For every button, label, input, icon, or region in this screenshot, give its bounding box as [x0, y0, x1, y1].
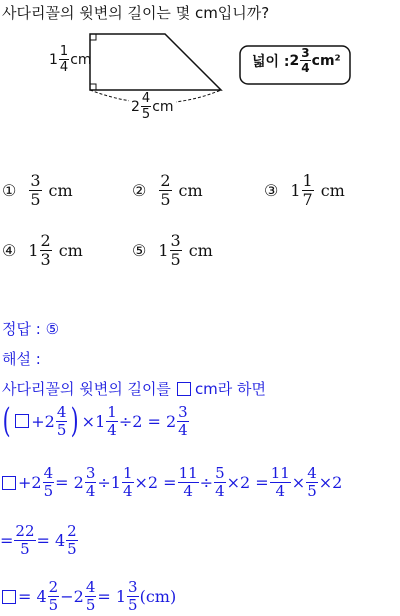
- right-angle-top: [90, 34, 96, 40]
- height-label: 1 $\frac{1}{4}$ cm: [49, 44, 92, 75]
- area-label: 넓이 : 2 $\frac{3}{4}$ cm²: [252, 46, 341, 75]
- equation-1: ( +2 $\frac{4}{5}$ ) ×1 $\frac{1}{4}$ ÷2 = 2 $\frac{3}{4}$: [2, 401, 188, 441]
- option-4[interactable]: ④ 1 $\frac{2}{3}$ cm: [2, 231, 83, 269]
- explanation-label: 해설 :: [2, 350, 41, 368]
- answer-line: 정답 : ⑤: [2, 320, 60, 338]
- equation-4: = 4 $\frac{2}{5}$ −2 $\frac{4}{5}$ = 1 $\frac{3}{5}$ (cm): [0, 580, 176, 613]
- bottom-label: 2 $\frac{4}{5}$ cm: [131, 91, 174, 122]
- trapezoid-figure: [40, 26, 380, 126]
- explanation-intro: 사다리꼴의 윗변의 길이를 cm라 하면: [2, 380, 267, 398]
- equation-3: = $\frac{22}{5}$ = 4 $\frac{2}{5}$: [0, 522, 77, 558]
- equation-2: +2 $\frac{4}{5}$ = 2 $\frac{3}{4}$ ÷1 $\frac{1}{4}$ ×2 = $\frac{11}{4}$ ÷ $\frac{5}{4}$ ×2 = $\frac{11}{4}$ × $\frac{4}{5}$ ×2: [0, 466, 342, 499]
- option-1[interactable]: ① $\frac{3}{5}$ cm: [2, 171, 73, 209]
- right-angle-bottom: [90, 84, 96, 90]
- unknown-box: [177, 382, 191, 396]
- question-text: 사다리꼴의 윗변의 길이는 몇 cm입니까?: [2, 4, 270, 22]
- option-2[interactable]: ② $\frac{2}{5}$ cm: [132, 171, 203, 209]
- option-5[interactable]: ⑤ 1 $\frac{3}{5}$ cm: [132, 231, 213, 269]
- trapezoid-shape: [90, 34, 221, 90]
- option-3[interactable]: ③ 1 $\frac{1}{7}$ cm: [264, 171, 345, 209]
